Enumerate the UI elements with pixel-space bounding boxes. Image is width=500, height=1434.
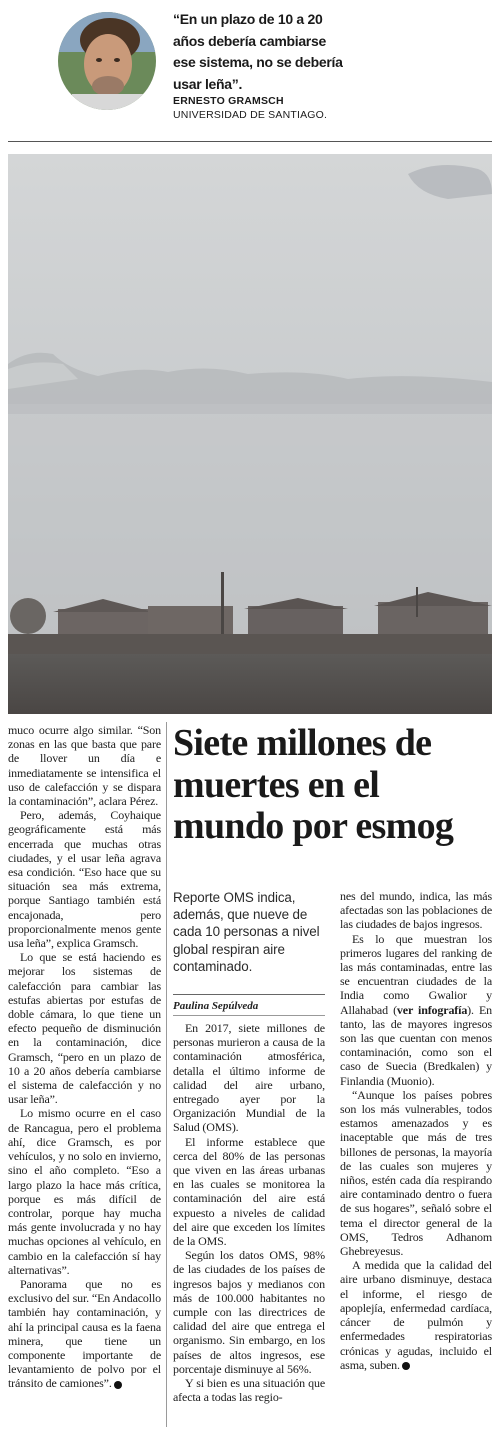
end-mark-icon xyxy=(114,1381,122,1389)
paragraph: El informe establece que cerca del 80% de las personas que viven en las áreas urbanas en las cuales se monitorea la contaminación del aire está expuesto a niveles de calidad del aire que exceden los límites de la OMS. xyxy=(173,1134,325,1249)
portrait-image xyxy=(58,12,156,110)
paragraph: Lo mismo ocurre en el caso de Rancagua, pero el problema ahí, dice Gramsch, es por vehículos, y no solo en invierno, sino el año completo. “Eso a largo plazo la hace más crítica, porque es más difícil de controlar, porque hay mucha más gente involucrada y no hay muchas opciones al vehículo, en cambio en la calefacción sí hay alternativas”. xyxy=(8,1106,161,1277)
quote-author: ERNESTO GRAMSCH xyxy=(173,95,284,107)
paragraph: nes del mundo, indica, las más afectadas son las poblaciones de las ciudades de bajos ingresos. xyxy=(340,889,492,932)
paragraph-text: Panorama que no es exclusivo del sur. “En Andacollo también hay contaminación, y ahí la principal causa es la faena minera, que tiene un componente importante de levantamiento de polvo por el tránsito de camiones”. xyxy=(8,1276,161,1391)
paragraph: Y si bien es una situación que afecta a todas las regio- xyxy=(173,1376,325,1405)
smog-photo xyxy=(8,154,492,714)
infographic-reference: ver infografía xyxy=(396,1002,468,1017)
paragraph: “Aunque los países pobres son los más vulnerables, todos estamos amenazados y es inaceptable que más de tres billones de personas, la mayoría de las cuales son mujeres y niños, estén cada día respirando aire contaminado dentro o fuera de sus hogares”, señaló sobre el tema el director general de la OMS, Tedros Adhanom Ghebreyesus. xyxy=(340,1087,492,1259)
article-lead: Reporte OMS indica, además, que nueve de cada 10 personas a nivel global respiran aire contaminado. xyxy=(173,890,320,974)
paragraph-last xyxy=(8,1277,161,1391)
divider xyxy=(8,141,492,142)
left-column xyxy=(8,723,161,1391)
portrait-photo xyxy=(58,12,156,110)
quote-affiliation: UNIVERSIDAD DE SANTIAGO. xyxy=(173,109,328,121)
paragraph: muco ocurre algo similar. “Son zonas en las que basta que pare de llover un día e inmediatamente se intensifica el uso de calefacción y se dispara la contaminación”, aclara Pérez. xyxy=(8,723,161,809)
column-divider xyxy=(166,722,167,1427)
pull-quote-text: “En un plazo de 10 a 20 años debería cambiarse ese sistema, no se debería usar leña”. xyxy=(173,11,343,92)
right-column xyxy=(340,889,492,1372)
paragraph: Pero, además, Coyhaique geográficamente está más encerrada que muchas otras ciudades, y el usar leña agrava esa condición. “Eso hace que su situación sea más extrema, porque Santiago también está encajonada, pero proporcionalmente menos gente usa leña”, explica Gramsch. xyxy=(8,808,161,951)
paragraph: Lo que se está haciendo es mejorar los sistemas de calefacción para cambiar las estufas abiertas por estufas de doble cámara, lo que tiene un efecto pequeño de disminución en la contaminación, dice Gramsch, “pero en un plazo de 10 a 20 años debería cambiarse el sistema de calefacción y no usar leña”. xyxy=(8,950,161,1107)
paragraph xyxy=(340,932,492,1088)
paragraph-last xyxy=(340,1258,492,1372)
middle-column xyxy=(173,1021,325,1404)
byline: Paulina Sepúlveda xyxy=(173,1000,259,1012)
paragraph-text: ). En tanto, las de mayores ingresos son las que cuentan con menos contaminación, como son el caso de Suecia (Bredkalen) y Finlandia (Muonio). xyxy=(340,1002,492,1088)
divider xyxy=(173,1015,325,1016)
article-headline: Siete millones de muertes en el mundo por esmog xyxy=(173,722,454,847)
pull-quote-block xyxy=(0,0,500,145)
paragraph-text: Es lo que muestran los primeros lugares del ranking de las más contaminadas, entre las se encuentran ciudades de la India como Gwalior y Allahabad ( xyxy=(340,931,492,1017)
paragraph: En 2017, siete millones de personas murieron a causa de la contaminación atmosférica, detalla el último informe de calidad del aire urbano, entregado ayer por la Organización Mundial de la Salud (OMS). xyxy=(173,1021,325,1135)
paragraph: Según los datos OMS, 98% de las ciudades de los países de ingresos bajos y medianos con más de 100.000 habitantes no cumple con las directrices de calidad del aire que entrega el organismo. Sin embargo, en los países de altos ingresos, ese porcentaje disminuye al 56%. xyxy=(173,1248,325,1376)
end-mark-icon xyxy=(402,1362,410,1370)
divider xyxy=(173,994,325,995)
paragraph-text: A medida que la calidad del aire urbano disminuye, destaca el informe, el riesgo de apoplejía, enfermedad cardíaca, cáncer de pulmón y enfermedades respiratorias crónicas y agudas, incluido el asma, suben. xyxy=(340,1258,492,1372)
